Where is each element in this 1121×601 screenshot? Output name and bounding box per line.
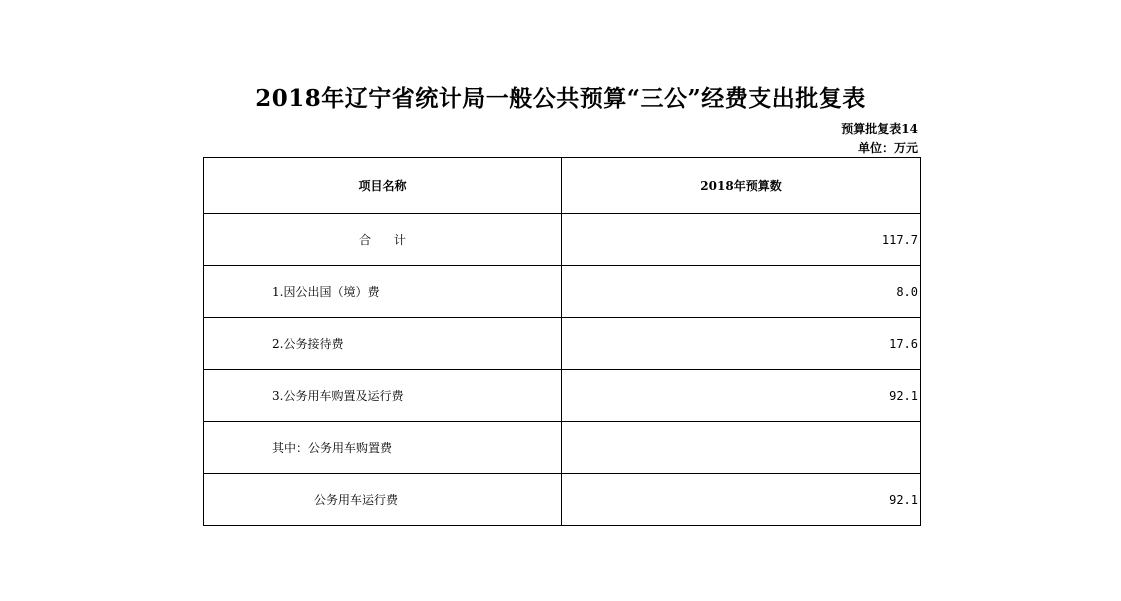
table-row: [204, 214, 921, 266]
table-code: 预算批复表14: [841, 122, 918, 136]
row-value: 17.6: [562, 318, 921, 370]
budget-table: [203, 157, 921, 526]
table-row: [204, 474, 921, 526]
header-row: [204, 158, 921, 214]
row-value: 92.1: [562, 474, 921, 526]
table-row: [204, 318, 921, 370]
table-row: [204, 370, 921, 422]
table-row: [204, 422, 921, 474]
row-name: 3.公务用车购置及运行费: [204, 370, 562, 422]
row-value: 8.0: [562, 266, 921, 318]
row-name: 其中：公务用车购置费: [204, 422, 562, 474]
header-item-name: 项目名称: [204, 158, 562, 214]
row-name: 1.因公出国（境）费: [204, 266, 562, 318]
row-value: [562, 422, 921, 474]
row-name: 合 计: [204, 214, 562, 266]
row-name: 公务用车运行费: [204, 474, 562, 526]
row-name: 2.公务接待费: [204, 318, 562, 370]
page-title: 2018年辽宁省统计局一般公共预算“三公”经费支出批复表: [255, 85, 866, 112]
row-value: 92.1: [562, 370, 921, 422]
table-row: [204, 266, 921, 318]
unit-label: 单位：万元: [857, 141, 918, 155]
header-budget: 2018年预算数: [562, 158, 921, 214]
row-value: 117.7: [562, 214, 921, 266]
